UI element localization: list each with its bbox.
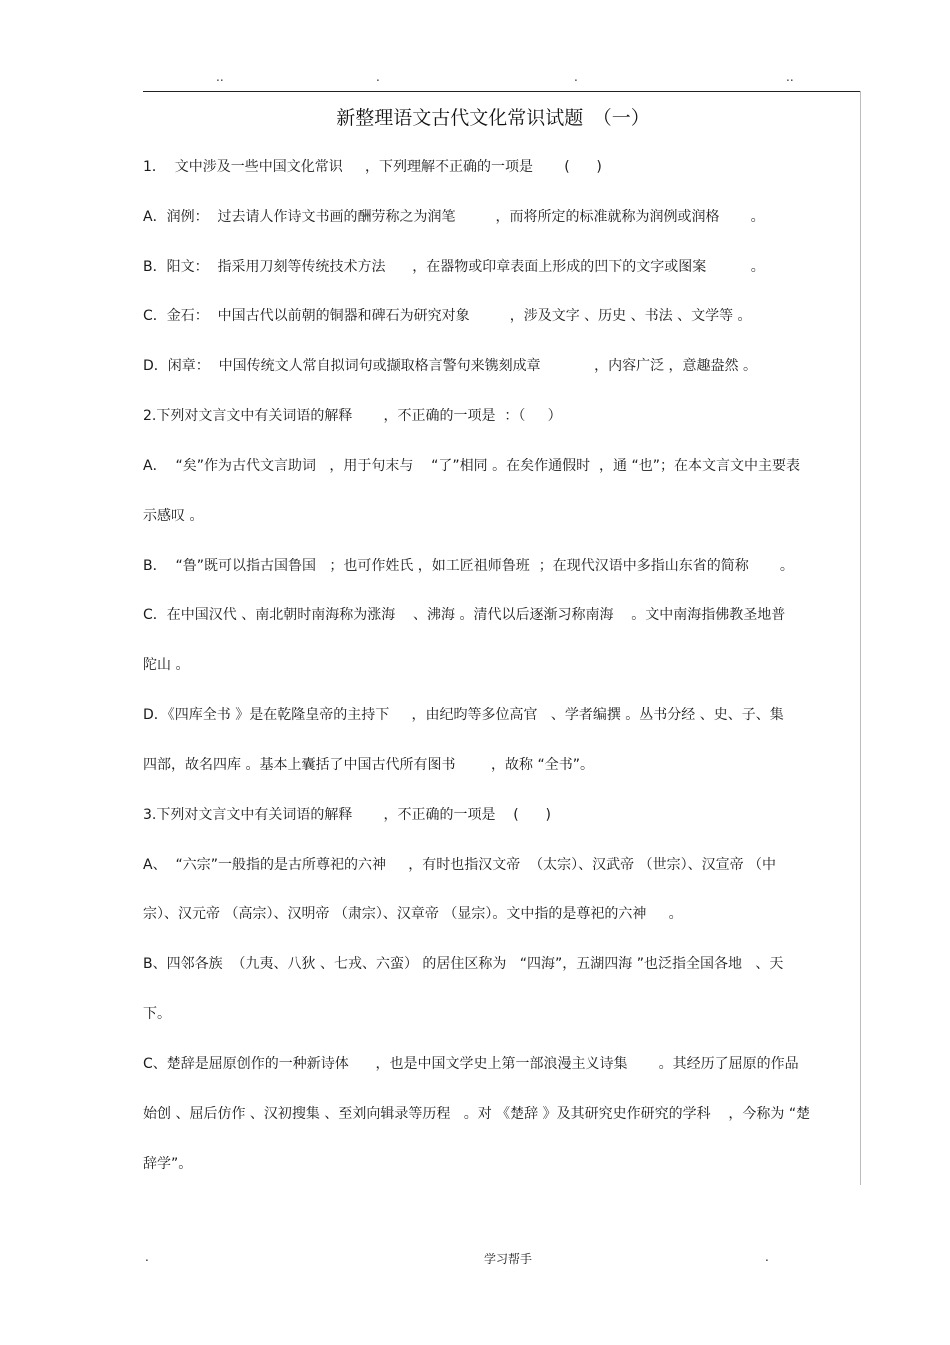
q1-stem: 1． 文中涉及一些中国文化常识 ，下列理解不正确的一项是 ( ): [143, 159, 602, 175]
header-rule: [143, 91, 861, 92]
q3-option-a: A、 “六宗”一般指的是古所尊祀的六神 ，有时也指汉文帝 （太宗）、汉武帝 （世宗）、汉宣帝 （中: [143, 857, 777, 873]
q3-option-c-cont-2: 辞学”。: [143, 1156, 193, 1172]
q3-option-c: C、楚辞是屈原创作的一种新诗体 ，也是中国文学史上第一部浪漫主义诗集 。其经历了屈原的作品: [143, 1056, 799, 1072]
footer-label: 学习帮手: [484, 1252, 533, 1266]
header-mark-3: .: [574, 70, 578, 84]
footer-left-mark: .: [145, 1250, 149, 1264]
header-mark-2: .: [376, 70, 380, 84]
q2-option-a-cont: 示感叹 。: [143, 508, 204, 524]
header-mark-4: ..: [786, 70, 794, 84]
footer-right-mark: .: [765, 1250, 769, 1264]
q3-option-c-cont: 始创 、屈后仿作 、汉初搜集 、至刘向辑录等历程 。对 《楚辞 》及其研究史作研究的学科 ，今称为 “楚: [143, 1106, 811, 1122]
q2-option-c: C．在中国汉代 、南北朝时南海称为涨海 、沸海 。清代以后逐渐习称南海 。文中南海指佛教圣地普: [143, 607, 786, 623]
q3-option-a-cont: 宗）、汉元帝 （高宗）、汉明帝 （肃宗）、汉章帝 （显宗）。文中指的是尊祀的六神 。: [143, 906, 683, 922]
q1-option-a: A．润例： 过去请人作诗文书画的酬劳称之为润笔 ，而将所定的标准就称为润例或润格 。: [143, 209, 765, 225]
q1-option-d: D．闲章： 中国传统文人常自拟词句或撷取格言警句来镌刻成章 ，内容广泛 ，意趣盎然 。: [143, 358, 757, 374]
q2-option-d: D．《四库全书 》是在乾隆皇帝的主持下 ，由纪昀等多位高官 、学者编撰 。丛书分经 、史、子、集: [143, 707, 784, 723]
q1-option-c: C．金石： 中国古代以前朝的铜器和碑石为研究对象 ，涉及文字 、历史 、书法 、文学等 。: [143, 308, 752, 324]
q2-option-a: A． “矣”作为古代文言助词 ，用于句末与 “了”相同 。在矣作通假时 ，通 “也”；在本文言文中主要表: [143, 458, 800, 474]
q2-stem: 2.下列对文言文中有关词语的解释 ，不正确的一项是 ：（ ）: [143, 408, 562, 424]
q3-option-b-cont: 下。: [143, 1006, 171, 1022]
q3-option-b: B、四邻各族 （九夷、八狄 、七戎、六蛮） 的居住区称为 “四海”，五湖四海 ”也泛指全国各地 、天: [143, 956, 784, 972]
q2-option-c-cont: 陀山 。: [143, 657, 190, 673]
q1-option-b: B．阳文： 指采用刀刻等传统技术方法 ，在器物或印章表面上形成的凹下的文字或图案 。: [143, 259, 765, 275]
q2-option-b: B． “鲁”既可以指古国鲁国 ；也可作姓氏 ，如工匠祖师鲁班 ；在现代汉语中多指山东省的简称 。: [143, 558, 794, 574]
q2-option-d-cont: 四部，故名四库 。基本上囊括了中国古代所有图书 ，故称 “全书”。: [143, 757, 595, 773]
q3-stem: 3.下列对文言文中有关词语的解释 ，不正确的一项是 ( ): [143, 807, 551, 823]
page-title: 新整理语文古代文化常识试题 （一）: [336, 107, 650, 129]
header-mark-1: ..: [216, 70, 224, 84]
